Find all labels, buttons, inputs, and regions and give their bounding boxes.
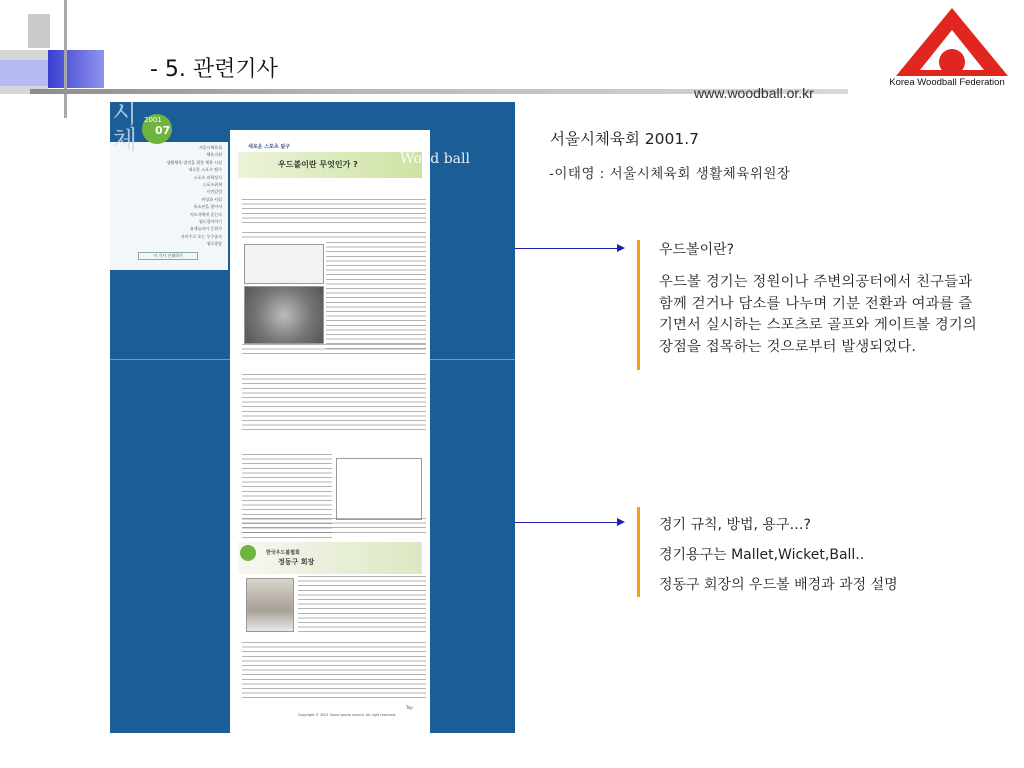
portrait-photo-image xyxy=(246,578,294,632)
article-author: -이태영 : 서울시체육회 생활체육위원장 xyxy=(549,166,791,182)
article-nav-item[interactable]: 생활체육 발전을 위한 체육 시설 xyxy=(166,159,222,165)
article-text-block xyxy=(298,576,426,636)
article-breadcrumb: 새로운 스포츠 탐구 xyxy=(248,144,291,150)
article-banner-title: 우드볼이란 무엇인가 ? xyxy=(278,160,358,169)
issue-number: 07 xyxy=(155,124,171,137)
decorative-block xyxy=(48,50,104,88)
article-banner-word: Wood ball xyxy=(400,151,470,167)
article-text-block xyxy=(242,232,426,238)
article-nav-item[interactable]: 시민칼럼 xyxy=(206,189,222,195)
connector-line xyxy=(515,522,623,523)
article-screenshot xyxy=(110,102,515,733)
course-diagram-image xyxy=(244,244,324,284)
callout-line: 정동구 회장의 우드볼 배경과 과정 설명 xyxy=(659,577,898,593)
article-nav-item[interactable]: 스포츠취재 xyxy=(202,182,222,188)
callout-line: 경기 규칙, 방법, 용구…? xyxy=(659,517,811,533)
arrowhead-icon xyxy=(617,518,625,526)
callout-body: 우드볼 경기는 정원이나 주변의공터에서 친구들과 함께 걷거나 담소를 나누며 기분 전환과 여과를 즐기면서 실시하는 스포츠로 골프와 게이트볼 경기의 장점을 접목하는 것으로부터 발생되었다. xyxy=(659,274,977,355)
article-nav-item[interactable]: 월드컵이야기 xyxy=(198,219,222,225)
article-nav-item[interactable]: 청로광장 xyxy=(206,241,222,247)
interview-org: 한국우드볼협회 xyxy=(266,550,300,556)
article-nav xyxy=(118,144,222,248)
article-nav-item[interactable]: 서울시체육회 xyxy=(198,145,222,150)
interview-name: 정동구 회장 xyxy=(278,558,315,566)
connector-line xyxy=(515,248,623,249)
article-nav-item[interactable]: 새로운 스포츠 탐구 xyxy=(188,167,222,173)
article-text-block xyxy=(242,344,426,356)
article-nav-item[interactable]: 유소년을 찾아서 xyxy=(193,204,222,210)
callout-accent-bar xyxy=(637,507,640,597)
article-nav-item[interactable]: 여성과 사업 xyxy=(201,196,222,202)
course-photo-image xyxy=(244,286,324,344)
interview-badge xyxy=(240,545,256,561)
article-text-block xyxy=(326,242,426,350)
equipment-diagram-image xyxy=(336,458,422,520)
article-nav-item[interactable]: 지도자에게 묻는다 xyxy=(189,211,222,217)
article-text-block xyxy=(242,374,426,430)
article-nav-item[interactable]: 스포츠 과학상식 xyxy=(193,174,222,180)
logo-caption: Korea Woodball Federation xyxy=(889,77,1005,88)
issue-year: 2001 xyxy=(144,116,162,124)
callout-line: 경기용구는 Mallet,Wicket,Ball.. xyxy=(659,547,865,563)
article-text-block xyxy=(242,642,426,702)
article-nav-item[interactable]: 체육지원 xyxy=(206,152,222,158)
arrowhead-icon xyxy=(617,244,625,252)
site-url: www.woodball.or.kr xyxy=(694,85,814,101)
decorative-block xyxy=(28,14,50,48)
back-to-top-button[interactable]: Top xyxy=(406,705,413,710)
slide-title: - 5. 관련기사 xyxy=(150,57,278,82)
callout-accent-bar xyxy=(637,240,640,370)
article-copyright: Copyright © 2001 Seoul sports council. All right reserved. xyxy=(298,713,397,717)
article-source: 서울시체육회 2001.7 xyxy=(550,130,700,148)
callout-heading: 우드볼이란? xyxy=(659,242,735,258)
print-article-button[interactable]: 이 기사 인쇄하기 xyxy=(138,252,198,260)
decorative-line xyxy=(64,0,67,118)
article-text-block xyxy=(242,518,426,536)
article-nav-item[interactable]: 사이주로 오는 우수종사 xyxy=(180,233,222,239)
article-text-block xyxy=(242,199,426,223)
article-nav-item[interactable]: 유게놀라이 응원사 xyxy=(189,226,222,232)
interview-banner xyxy=(238,542,422,574)
magazine-logo: 시 체 xyxy=(112,102,138,156)
